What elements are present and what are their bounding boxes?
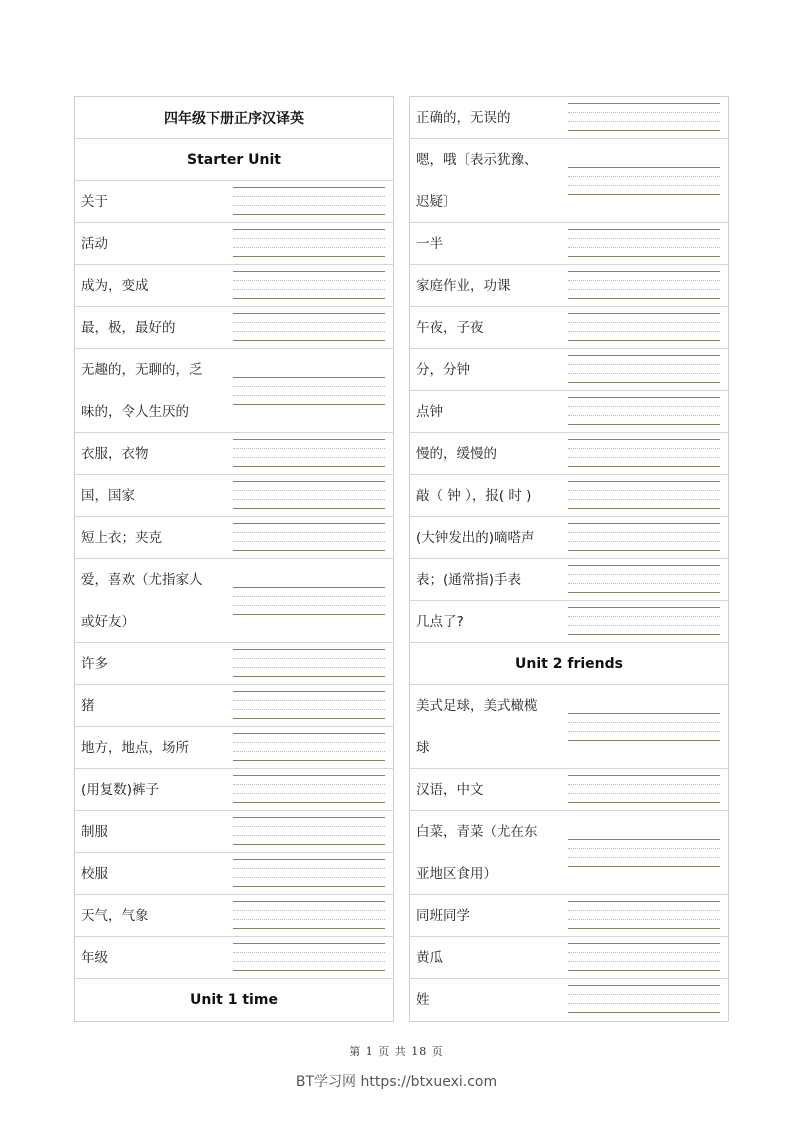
writing-line <box>568 866 720 867</box>
line-gap <box>233 752 385 760</box>
term-line: 球 <box>416 740 430 756</box>
line-gap <box>568 230 720 238</box>
chinese-term <box>416 391 561 433</box>
vocab-row <box>75 811 393 853</box>
line-gap <box>568 986 720 994</box>
line-gap <box>568 407 720 415</box>
writing-line <box>233 298 385 299</box>
chinese-term <box>416 349 561 391</box>
term-line: 无趣的，无聊的，乏 <box>81 362 203 378</box>
line-gap <box>568 248 720 256</box>
term-line: 正确的，无误的 <box>416 110 511 126</box>
term-line: (大钟发出的)嘀嗒声 <box>416 530 535 546</box>
vocab-row <box>75 727 393 769</box>
answer-writing-lines[interactable] <box>568 167 720 195</box>
line-gap <box>568 374 720 382</box>
line-gap <box>568 840 720 848</box>
term-line: 制服 <box>81 824 108 840</box>
line-gap <box>568 168 720 176</box>
term-line: 最，极，最好的 <box>81 320 176 336</box>
writing-line <box>233 718 385 719</box>
answer-writing-lines[interactable] <box>233 901 385 929</box>
term-line: 校服 <box>81 866 108 882</box>
line-gap <box>233 743 385 751</box>
line-gap <box>233 785 385 793</box>
term-line: 嗯，哦〔表示犹豫、 <box>416 152 538 168</box>
line-gap <box>568 290 720 298</box>
writing-line <box>233 614 385 615</box>
writing-line <box>568 634 720 635</box>
term-line: 成为，变成 <box>81 278 149 294</box>
line-gap <box>568 902 720 910</box>
chinese-term <box>416 97 561 139</box>
term-line: (用复数)裤子 <box>81 782 160 798</box>
line-gap <box>568 723 720 731</box>
term-line: 同班同学 <box>416 908 470 924</box>
writing-line <box>568 424 720 425</box>
line-gap <box>233 701 385 709</box>
answer-writing-lines[interactable] <box>568 713 720 741</box>
line-gap <box>233 290 385 298</box>
section-header <box>410 643 728 685</box>
chinese-term <box>416 769 561 811</box>
chinese-term <box>81 643 226 685</box>
line-gap <box>233 378 385 386</box>
line-gap <box>233 542 385 550</box>
writing-line <box>568 970 720 971</box>
line-gap <box>568 785 720 793</box>
chinese-term <box>81 895 226 937</box>
line-gap <box>233 606 385 614</box>
chinese-term <box>416 223 561 265</box>
line-gap <box>233 500 385 508</box>
chinese-term <box>416 433 561 475</box>
line-gap <box>568 272 720 280</box>
line-gap <box>568 281 720 289</box>
chinese-term <box>416 811 561 895</box>
term-line: 分，分钟 <box>416 362 470 378</box>
writing-line <box>233 886 385 887</box>
term-line: 表；(通常指)手表 <box>416 572 522 588</box>
vocab-row <box>75 181 393 223</box>
line-gap <box>233 458 385 466</box>
line-gap <box>568 482 720 490</box>
answer-writing-lines[interactable] <box>233 587 385 615</box>
vocab-row <box>75 349 393 433</box>
answer-writing-lines[interactable] <box>568 313 720 341</box>
line-gap <box>233 588 385 596</box>
line-gap <box>233 440 385 448</box>
line-gap <box>233 668 385 676</box>
answer-writing-lines[interactable] <box>568 565 720 593</box>
writing-line <box>233 214 385 215</box>
answer-writing-lines[interactable] <box>568 607 720 635</box>
writing-line <box>568 466 720 467</box>
vocab-row <box>75 517 393 559</box>
answer-writing-lines[interactable] <box>233 313 385 341</box>
chinese-term <box>81 223 226 265</box>
answer-writing-lines[interactable] <box>233 523 385 551</box>
writing-line <box>568 382 720 383</box>
vocab-row <box>75 769 393 811</box>
line-gap <box>233 524 385 532</box>
chinese-term <box>81 349 226 433</box>
chinese-term <box>81 937 226 979</box>
term-line: 美式足球，美式橄榄 <box>416 698 538 714</box>
term-line: 姓 <box>416 992 430 1008</box>
answer-writing-lines[interactable] <box>233 775 385 803</box>
line-gap <box>568 122 720 130</box>
chinese-term <box>81 853 226 895</box>
line-gap <box>233 206 385 214</box>
writing-line <box>568 298 720 299</box>
line-gap <box>233 710 385 718</box>
line-gap <box>568 365 720 373</box>
section-header <box>75 97 393 139</box>
vocab-row <box>410 139 728 223</box>
answer-writing-lines[interactable] <box>568 985 720 1013</box>
vocab-row <box>75 643 393 685</box>
answer-writing-lines[interactable] <box>568 943 720 971</box>
answer-writing-lines[interactable] <box>568 103 720 131</box>
line-gap <box>568 953 720 961</box>
term-line: 亚地区食用） <box>416 866 497 882</box>
chinese-term <box>81 769 226 811</box>
line-gap <box>233 396 385 404</box>
vocab-row <box>410 559 728 601</box>
line-gap <box>233 878 385 886</box>
line-gap <box>568 920 720 928</box>
term-line: 味的，令人生厌的 <box>81 404 189 420</box>
answer-writing-lines[interactable] <box>233 859 385 887</box>
line-gap <box>568 491 720 499</box>
term-line: 许多 <box>81 656 108 672</box>
line-gap <box>568 566 720 574</box>
line-gap <box>233 794 385 802</box>
line-gap <box>568 323 720 331</box>
term-line: 黄瓜 <box>416 950 443 966</box>
writing-line <box>568 592 720 593</box>
chinese-term <box>81 727 226 769</box>
line-gap <box>568 626 720 634</box>
vocab-row <box>410 391 728 433</box>
line-gap <box>568 962 720 970</box>
chinese-term <box>416 559 561 601</box>
writing-line <box>568 740 720 741</box>
line-gap <box>568 1004 720 1012</box>
line-gap <box>568 458 720 466</box>
vocab-row <box>410 937 728 979</box>
answer-writing-lines[interactable] <box>233 229 385 257</box>
line-gap <box>233 836 385 844</box>
writing-line <box>568 340 720 341</box>
term-line: 年级 <box>81 950 108 966</box>
term-line: 几点了? <box>416 614 464 630</box>
writing-line <box>568 550 720 551</box>
line-gap <box>233 650 385 658</box>
answer-writing-lines[interactable] <box>568 397 720 425</box>
answer-writing-lines[interactable] <box>568 481 720 509</box>
line-gap <box>233 323 385 331</box>
line-gap <box>568 732 720 740</box>
chinese-term <box>416 517 561 559</box>
chinese-term <box>416 475 561 517</box>
vocab-row <box>410 307 728 349</box>
vocab-row <box>410 811 728 895</box>
answer-writing-lines[interactable] <box>568 901 720 929</box>
term-line: 短上衣；夹克 <box>81 530 162 546</box>
section-title: Unit 1 time <box>190 992 278 1008</box>
chinese-term <box>416 265 561 307</box>
vocab-row <box>410 769 728 811</box>
vocab-row <box>75 559 393 643</box>
term-line: 国，国家 <box>81 488 135 504</box>
line-gap <box>568 113 720 121</box>
chinese-term <box>81 517 226 559</box>
chinese-term <box>416 307 561 349</box>
line-gap <box>568 500 720 508</box>
vocab-row <box>410 517 728 559</box>
chinese-term <box>81 433 226 475</box>
line-gap <box>233 449 385 457</box>
chinese-term <box>416 139 561 223</box>
vocab-row <box>75 223 393 265</box>
line-gap <box>233 734 385 742</box>
term-line: 点钟 <box>416 404 443 420</box>
line-gap <box>568 584 720 592</box>
line-gap <box>233 272 385 280</box>
term-line: 一半 <box>416 236 443 252</box>
line-gap <box>233 239 385 247</box>
term-line: 汉语，中文 <box>416 782 484 798</box>
vocab-row <box>410 979 728 1021</box>
left-column <box>74 96 394 1022</box>
line-gap <box>233 248 385 256</box>
line-gap <box>233 387 385 395</box>
vocab-row <box>75 685 393 727</box>
writing-line <box>233 550 385 551</box>
line-gap <box>568 858 720 866</box>
line-gap <box>233 692 385 700</box>
vocab-row <box>75 895 393 937</box>
term-line: 迟疑〕 <box>416 194 457 210</box>
vocab-row <box>75 853 393 895</box>
page-indicator: 第 1 页 共 18 页 <box>349 1045 444 1058</box>
line-gap <box>233 314 385 322</box>
line-gap <box>233 482 385 490</box>
section-header <box>75 139 393 181</box>
writing-line <box>233 844 385 845</box>
line-gap <box>568 449 720 457</box>
writing-line <box>233 676 385 677</box>
line-gap <box>233 659 385 667</box>
vocab-row <box>410 97 728 139</box>
answer-writing-lines[interactable] <box>233 691 385 719</box>
line-gap <box>568 239 720 247</box>
writing-line <box>233 802 385 803</box>
vocab-row <box>75 475 393 517</box>
vocab-row <box>410 475 728 517</box>
writing-line <box>233 404 385 405</box>
chinese-term <box>416 685 561 769</box>
chinese-term <box>416 601 561 643</box>
line-gap <box>233 818 385 826</box>
answer-writing-lines[interactable] <box>568 439 720 467</box>
line-gap <box>233 281 385 289</box>
right-column <box>409 96 729 1022</box>
writing-line <box>233 928 385 929</box>
answer-writing-lines[interactable] <box>568 271 720 299</box>
answer-writing-lines[interactable] <box>568 775 720 803</box>
vocab-row <box>410 223 728 265</box>
term-line: 地方，地点，场所 <box>81 740 189 756</box>
line-gap <box>568 332 720 340</box>
line-gap <box>233 188 385 196</box>
line-gap <box>568 186 720 194</box>
chinese-term <box>81 475 226 517</box>
line-gap <box>233 860 385 868</box>
chinese-term <box>416 937 561 979</box>
line-gap <box>233 776 385 784</box>
writing-line <box>568 130 720 131</box>
line-gap <box>233 332 385 340</box>
writing-line <box>233 970 385 971</box>
writing-line <box>233 340 385 341</box>
line-gap <box>568 542 720 550</box>
answer-writing-lines[interactable] <box>233 817 385 845</box>
line-gap <box>568 440 720 448</box>
chinese-term <box>416 895 561 937</box>
answer-writing-lines[interactable] <box>233 943 385 971</box>
section-header <box>75 979 393 1021</box>
line-gap <box>568 524 720 532</box>
section-title: 四年级下册正序汉译英 <box>164 110 304 127</box>
answer-writing-lines[interactable] <box>568 229 720 257</box>
chinese-term <box>81 559 226 643</box>
line-gap <box>568 944 720 952</box>
vocab-row <box>410 685 728 769</box>
writing-line <box>233 508 385 509</box>
line-gap <box>233 869 385 877</box>
chinese-term <box>81 265 226 307</box>
line-gap <box>233 911 385 919</box>
line-gap <box>568 575 720 583</box>
writing-line <box>568 928 720 929</box>
vocab-row <box>410 433 728 475</box>
vocab-row <box>410 349 728 391</box>
vocab-row <box>75 307 393 349</box>
line-gap <box>233 920 385 928</box>
writing-line <box>233 466 385 467</box>
answer-writing-lines[interactable] <box>568 839 720 867</box>
line-gap <box>568 177 720 185</box>
line-gap <box>568 608 720 616</box>
chinese-term <box>416 979 561 1021</box>
line-gap <box>568 356 720 364</box>
line-gap <box>233 827 385 835</box>
line-gap <box>233 962 385 970</box>
answer-writing-lines[interactable] <box>233 481 385 509</box>
answer-writing-lines[interactable] <box>568 355 720 383</box>
term-line: 午夜，子夜 <box>416 320 484 336</box>
vocab-row <box>410 265 728 307</box>
term-line: 敲（ 钟 ），报( 时 ) <box>416 488 532 504</box>
writing-line <box>568 802 720 803</box>
answer-writing-lines[interactable] <box>233 649 385 677</box>
vocab-row <box>410 895 728 937</box>
line-gap <box>233 197 385 205</box>
writing-line <box>233 760 385 761</box>
chinese-term <box>81 307 226 349</box>
chinese-term <box>81 181 226 223</box>
line-gap <box>568 995 720 1003</box>
term-line: 或好友） <box>81 614 135 630</box>
watermark-url: BT学习网 https://btxuexi.com <box>295 1074 498 1090</box>
line-gap <box>568 416 720 424</box>
writing-line <box>233 256 385 257</box>
term-line: 慢的，缓慢的 <box>416 446 497 462</box>
line-gap <box>233 953 385 961</box>
line-gap <box>568 911 720 919</box>
line-gap <box>233 597 385 605</box>
writing-line <box>568 194 720 195</box>
answer-writing-lines[interactable] <box>233 377 385 405</box>
line-gap <box>568 314 720 322</box>
answer-writing-lines[interactable] <box>233 733 385 761</box>
line-gap <box>568 533 720 541</box>
answer-writing-lines[interactable] <box>233 271 385 299</box>
writing-line <box>568 1012 720 1013</box>
term-line: 家庭作业，功课 <box>416 278 511 294</box>
vocab-row <box>75 265 393 307</box>
section-title: Unit 2 friends <box>515 655 623 672</box>
line-gap <box>233 944 385 952</box>
term-line: 关于 <box>81 194 108 210</box>
section-title: Starter Unit <box>187 151 281 168</box>
line-gap <box>568 794 720 802</box>
line-gap <box>568 617 720 625</box>
line-gap <box>568 776 720 784</box>
writing-line <box>568 508 720 509</box>
term-line: 猪 <box>81 698 95 714</box>
line-gap <box>568 104 720 112</box>
answer-writing-lines[interactable] <box>233 187 385 215</box>
vocab-row <box>75 433 393 475</box>
term-line: 白菜，青菜（尤在东 <box>416 824 538 840</box>
line-gap <box>568 714 720 722</box>
term-line: 衣服，衣物 <box>81 446 149 462</box>
line-gap <box>568 398 720 406</box>
answer-writing-lines[interactable] <box>233 439 385 467</box>
term-line: 活动 <box>81 236 108 252</box>
term-line: 爱，喜欢（尤指家人 <box>81 572 203 588</box>
line-gap <box>233 230 385 238</box>
answer-writing-lines[interactable] <box>568 523 720 551</box>
chinese-term <box>81 685 226 727</box>
term-line: 天气，气象 <box>81 908 149 924</box>
vocab-row <box>410 601 728 643</box>
vocab-row <box>75 937 393 979</box>
chinese-term <box>81 811 226 853</box>
line-gap <box>568 849 720 857</box>
line-gap <box>233 491 385 499</box>
writing-line <box>568 256 720 257</box>
line-gap <box>233 902 385 910</box>
line-gap <box>233 533 385 541</box>
